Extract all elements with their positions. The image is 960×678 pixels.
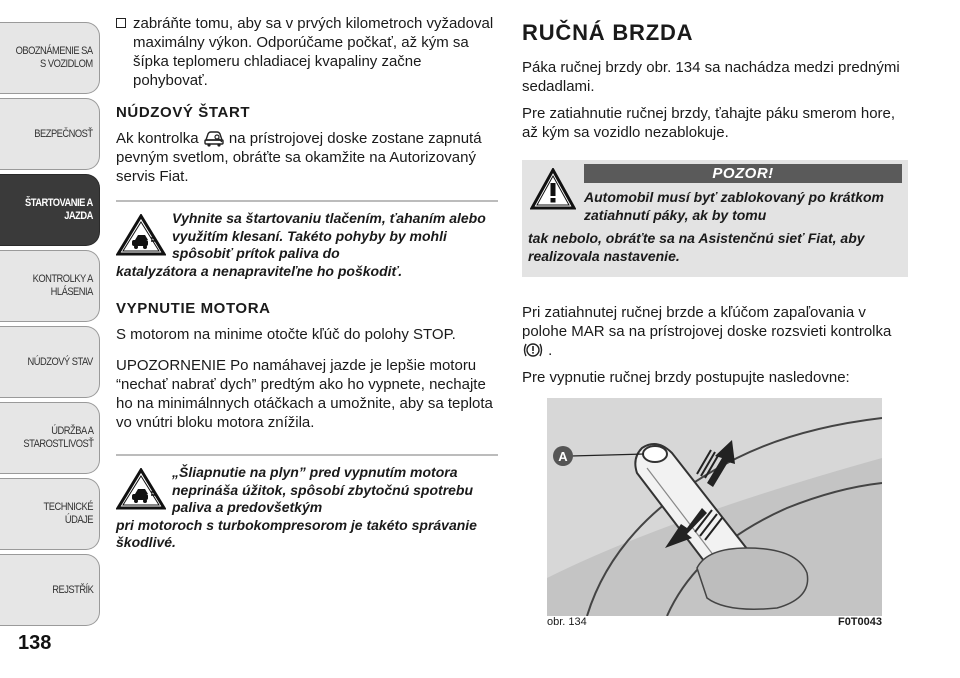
handbrake-heading: RUČNÁ BRZDA: [522, 20, 694, 45]
handbrake-illustration: [547, 398, 882, 616]
warning-triangle-icon: [530, 168, 576, 210]
tab-oboznamenie[interactable]: OBOZNÁMENIE SA S VOZIDLOM: [0, 22, 100, 94]
pozor-text-1: Automobil musí byť zablokovaný po krátkom zatiahnutí páky, ak by tomu: [584, 189, 884, 223]
warning-triangle-car-icon: [116, 214, 166, 256]
left-column: [116, 14, 498, 572]
bullet-square-icon: [116, 18, 126, 28]
warning-push-start: [116, 200, 498, 286]
handbrake-apply-text: Pre zatiahnutie ručnej brzdy, ťahajte páku smerom hore, až kým sa vozidlo nezablokuje.: [522, 105, 896, 141]
tab-startovanie[interactable]: ŠTARTOVANIE A JAZDA: [0, 174, 100, 246]
pozor-text-2: tak nebolo, obráťte sa na Asistenčnú sieť Fiat, aby realizovala nastavenie.: [528, 230, 865, 264]
pozor-warning-box: [522, 160, 908, 277]
emergency-start-heading: NÚDZOVÝ ŠTART: [116, 104, 251, 121]
page-number: 138: [18, 632, 52, 654]
engine-stop-text: S motorom na minime otočte kľúč do polohy STOP.: [116, 326, 456, 343]
emergency-start-text: Ak kontrolka na prístrojovej doske zostane zapnutá pevným svetlom, obráťte sa okamžite na Autorizovaný servis Fiat.: [116, 130, 482, 185]
tab-nudzovy-stav[interactable]: NÚDZOVÝ STAV: [0, 326, 100, 398]
warning-triangle-car-icon: [116, 468, 166, 510]
figure-code: F0T0043: [837, 616, 882, 628]
tab-rejstrik[interactable]: REJSTŘÍK: [0, 554, 100, 626]
tab-bezpecnost[interactable]: BEZPEČNOSŤ: [0, 98, 100, 170]
tab-udrzba[interactable]: ÚDRŽBA A STAROSTLIVOSŤ: [0, 402, 100, 474]
right-column: [522, 14, 908, 395]
pozor-title: POZOR!: [584, 164, 902, 183]
handbrake-location-text: Páka ručnej brzdy obr. 134 sa nachádza medzi prednými sedadlami.: [522, 59, 900, 95]
warning-throttle-text-1: „Šliapnutie na plyn” pred vypnutím motora neprináša úžitok, spôsobí zbytočnú spotrebu paliva a predovšetkým: [172, 464, 474, 515]
bullet-item: [116, 14, 498, 90]
warning-push-start-text-1: Vyhnite sa štartovaniu tlačením, ťahaním alebo využitím klesaní. Takéto pohyby by mohli spôsobiť prítok paliva do: [172, 210, 486, 261]
warning-push-start-text-2: katalyzátora a nenapraviteľne ho poškodiť.: [116, 262, 403, 279]
immobilizer-car-icon: [203, 129, 225, 147]
brake-warning-light-icon: [522, 341, 544, 359]
engine-stop-note: UPOZORNENIE Po namáhavej jazde je lepšie motoru “nechať nabrať dych” predtým ako ho vypnete, nechajte ho na minimálnnych otáčkach a umožnite, aby sa teplota vo vnútri bloku motora znížila.: [116, 357, 493, 431]
warning-throttle-text-2: pri motoroch s turbokompresorom je takéto správanie škodlivé.: [116, 516, 477, 550]
engine-stop-heading: VYPNUTIE MOTORA: [116, 300, 271, 317]
bullet-text: zabráňte tomu, aby sa v prvých kilometroch vyžadoval maximálny výkon. Odporúčame počkať, až kým sa šípka teplomeru chladiacej kvapaliny začne pohybovať.: [133, 15, 494, 89]
tab-technicke-udaje[interactable]: TECHNICKÉ ÚDAJE: [0, 478, 100, 550]
callout-label: A: [558, 449, 568, 464]
handbrake-figure: [547, 398, 882, 616]
handbrake-indicator-text: Pri zatiahnutej ručnej brzde a kľúčom zapaľovania v polohe MAR sa na prístrojovej doske rozsvieti kontrolka .: [522, 304, 892, 359]
figure-number: obr. 134: [547, 616, 587, 628]
handbrake-release-text: Pre vypnutie ručnej brzdy postupujte nasledovne:: [522, 369, 850, 386]
tab-kontrolky[interactable]: KONTROLKY A HLÁSENIA: [0, 250, 100, 322]
figure-caption: [547, 616, 882, 628]
warning-throttle: [116, 454, 498, 558]
